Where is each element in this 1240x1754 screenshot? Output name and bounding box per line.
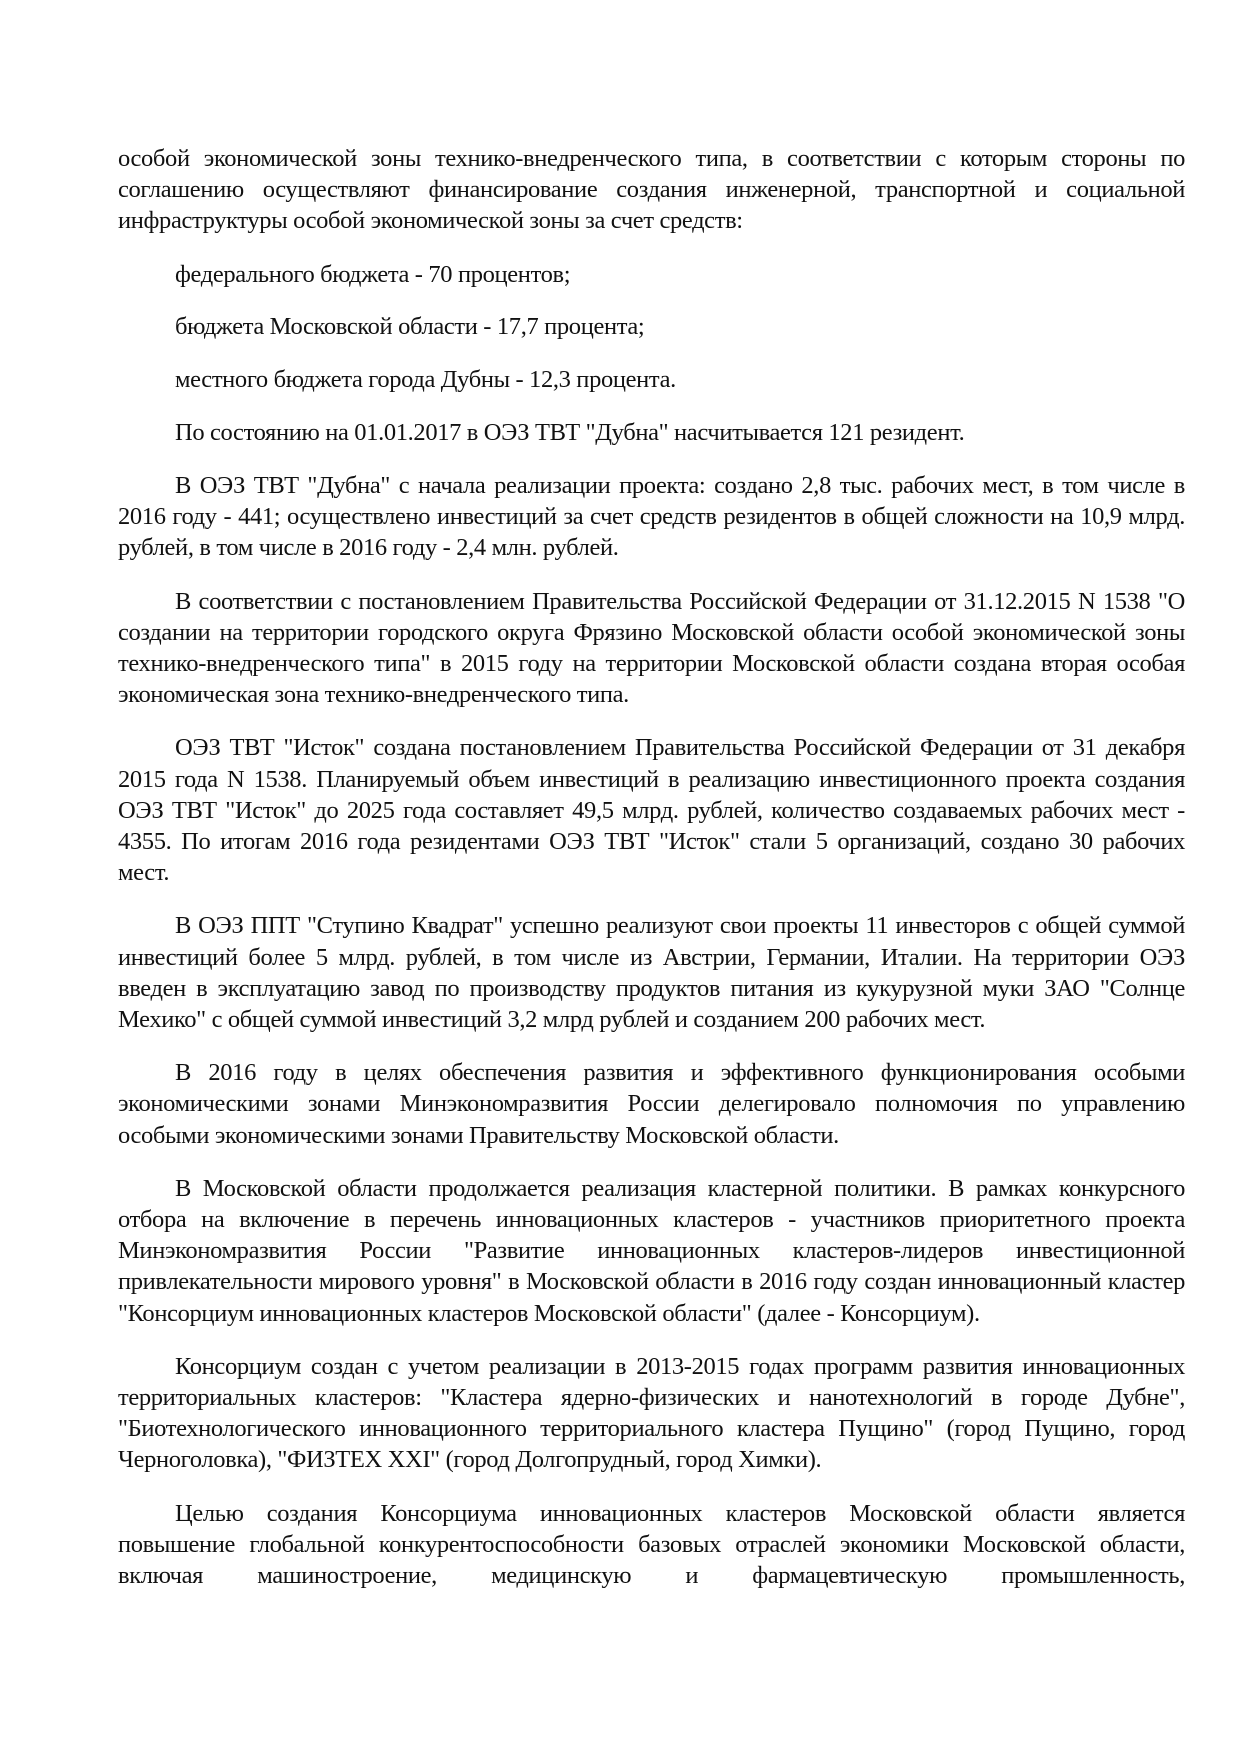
paragraph-consortium-basis: Консорциум создан с учетом реализации в 2013-2015 годах программ развития инновационных территориальных кластеров: "Кластера ядерно-физических и нанотехнологий в городе Дубне", "Биотехнологического инновационного территориального кластера Пущино" (город Пущино, город Черноголовка), "ФИЗТЕХ XXI" (город Долгопрудный, город Химки). [118, 1352, 1185, 1474]
paragraph-residents-count: По состоянию на 01.01.2017 в ОЭЗ ТВТ "Дубна" насчитывается 121 резидент. [175, 418, 965, 446]
paragraph-local-budget: местного бюджета города Дубны - 12,3 процента. [175, 366, 676, 394]
paragraph-delegation: В 2016 году в целях обеспечения развития и эффективного функционирования особыми экономическими зонами Минэкономразвития России делегировало полномочия по управлению особыми экономическими зонами Правительству Московской области. [118, 1059, 1185, 1149]
paragraph-istok: ОЭЗ ТВТ "Исток" создана постановлением Правительства Российской Федерации от 31 декабря 2015 года N 1538. Планируемый объем инвестиций в реализацию инвестиционного проекта создания ОЭЗ ТВТ "Исток" до 2025 года составляет 49,5 млрд. рублей, количество создаваемых рабочих мест - 4355. По итогам 2016 года резидентами ОЭЗ ТВТ "Исток" стали 5 организаций, создано 30 рабочих мест. [118, 734, 1185, 887]
paragraph-cluster-policy: В Московской области продолжается реализация кластерной политики. В рамках конкурсного отбора на включение в перечень инновационных кластеров - участников приоритетного проекта Минэкономразвития России "Развитие инновационных кластеров-лидеров инвестиционной привлекательности мирового уровня" в Московской области в 2016 году создан инновационный кластер "Консорциум инновационных кластеров Московской области" (далее - Консорциум). [118, 1174, 1185, 1327]
paragraph-continuation: особой экономической зоны технико-внедренческого типа, в соответствии с которым стороны по соглашению осуществляют финансирование создания инженерной, транспортной и социальной инфраструктуры особой экономической зоны за счет средств: [118, 145, 1185, 235]
paragraph-dubna-results: В ОЭЗ ТВТ "Дубна" с начала реализации проекта: создано 2,8 тыс. рабочих мест, в том числе в 2016 году - 441; осуществлено инвестиций за счет средств резидентов в общей сложности на 10,9 млрд. рублей, в том числе в 2016 году - 2,4 млн. рублей. [118, 471, 1185, 562]
paragraph-fryazino-resolution: В соответствии с постановлением Правительства Российской Федерации от 31.12.2015 N 1538 "О создании на территории городского округа Фрязино Московской области особой экономической зоны технико-внедренческого типа" в 2015 году на территории Московской области создана вторая особая экономическая зона технико-внедренческого типа. [118, 587, 1185, 709]
paragraph-stupino-kvadrat: В ОЭЗ ППТ "Ступино Квадрат" успешно реализуют свои проекты 11 инвесторов с общей суммой инвестиций более 5 млрд. рублей, в том числе из Австрии, Германии, Италии. На территории ОЭЗ введен в эксплуатацию завод по производству продуктов питания из кукурузной муки ЗАО "Солнце Мехико" с общей суммой инвестиций 3,2 млрд рублей и созданием 200 рабочих мест. [118, 912, 1185, 1033]
paragraph-regional-budget: бюджета Московской области - 17,7 процента; [175, 313, 645, 341]
document-body [118, 143, 1185, 1591]
document-page [118, 143, 1185, 1613]
paragraph-federal-budget: федерального бюджета - 70 процентов; [175, 260, 571, 288]
paragraph-consortium-goal: Целью создания Консорциума инновационных кластеров Московской области является повышение глобальной конкурентоспособности базовых отраслей экономики Московской области, включая машиностроение, медицинскую и фармацевтическую промышленность, [118, 1499, 1185, 1590]
